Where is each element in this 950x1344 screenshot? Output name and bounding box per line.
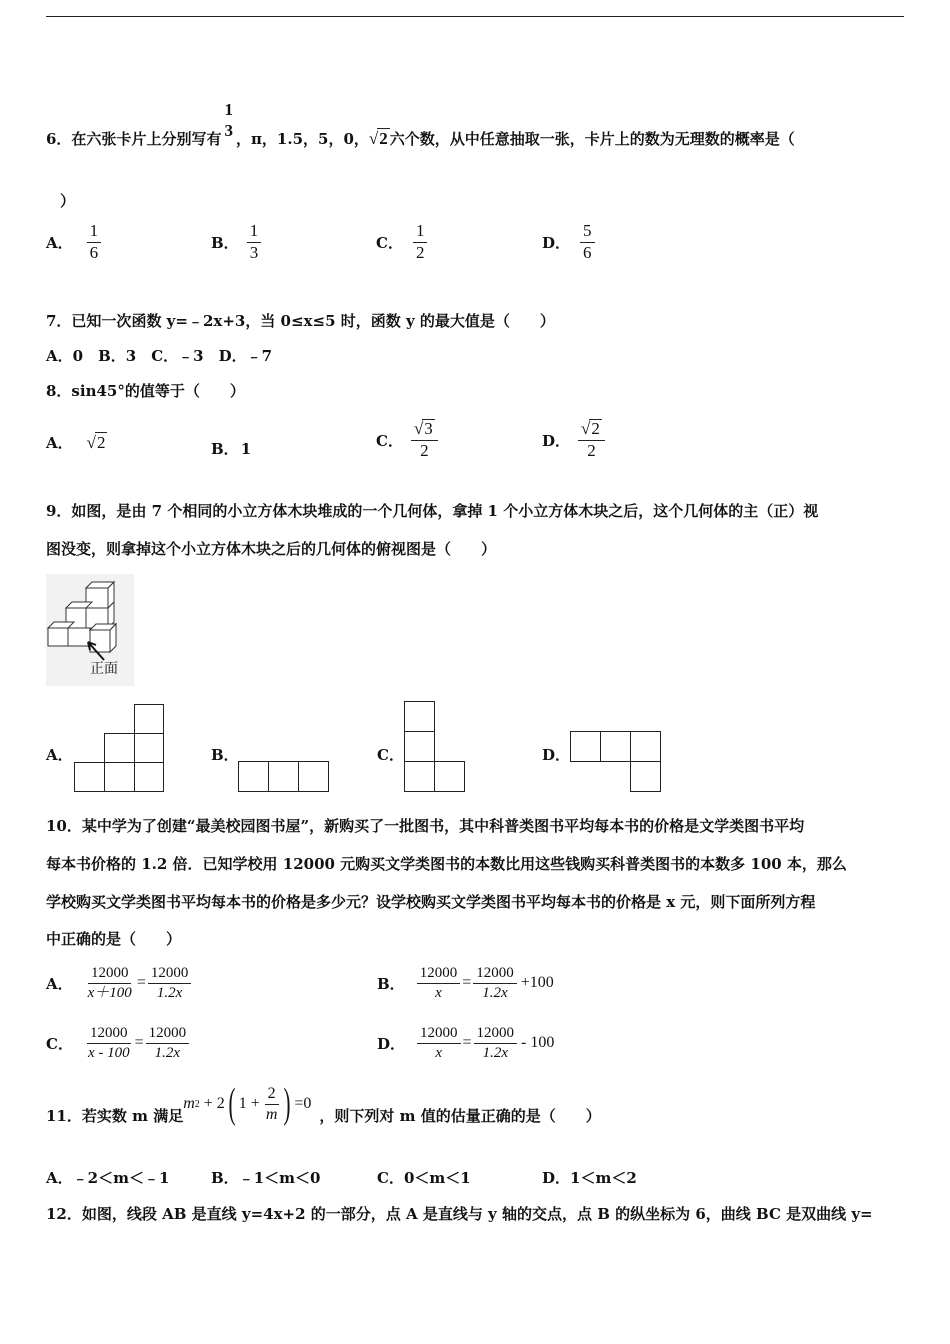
grid-cell [134,762,164,792]
q9-cube-figure [46,574,134,686]
q10-option-a: A． $\frac{12000}{x+100}$ = $\frac{12000}{1.2x}$ [46,958,191,1008]
grid-cell [104,733,135,763]
grid-cell [268,761,299,792]
q8-option-d: D． $\frac{√2}{2}$ [542,412,605,468]
q10-d-frac2: $\frac{12000}{1.2x}$ [474,1025,518,1061]
q6-fraction [221,101,236,140]
q10-c-frac1: $\frac{12000}{x - 100}$ [87,1025,130,1061]
q6-frac-num: 1 [224,100,233,120]
q9-option-c-grid [404,701,468,793]
grid-cell [630,761,661,792]
q9-option-c-label: C． [377,746,404,764]
question-12: 12．如图，线段 AB 是直线 y=4x+2 的一部分，点 A 是直线与 y 轴的交点，点 B 的纵坐标为 6，曲线 BC 是双曲线 y= [46,1205,873,1223]
question-10-line2: 每本书价格的 1.2 倍．已知学校用 12000 元购买文学类图书的本数比用这些钱购买科普类图书的本数多 100 本，那么 [46,855,847,873]
q6-options [46,222,906,272]
q11-option-c: C．0＜m＜1 [377,1169,471,1187]
q6-frac-den: 3 [224,121,233,140]
q6-option-c: C． $\frac{1}{2}$ [376,222,427,262]
q10-d-frac1: $\frac{12000}{x}$ [417,1025,461,1061]
question-10-line4: 中正确的是（ ） [46,930,182,948]
q8-option-c: C． $\frac{√3}{2}$ [376,412,438,468]
q9-figure-label: 正面 [90,661,118,677]
grid-cell [134,733,164,763]
q10-c-frac2: $\frac{12000}{1.2x}$ [146,1025,190,1061]
q9-option-a-label: A． [46,746,73,764]
grid-cell [238,761,269,792]
question-8: 8．sin45°的值等于（ ） [46,382,245,400]
question-9-line1: 9．如图，是由 7 个相同的小立方体木块堆成的一个几何体，拿掉 1 个小立方体木块之后，这个几何体的主（正）视 [46,502,819,520]
q8-option-b: B． 1 [211,439,252,458]
q6-text-before: 6．在六张卡片上分别写有 [46,129,222,148]
q8-option-d-frac: $\frac{√2}{2}$ [578,419,605,460]
q11-option-d: D．1＜m＜2 [542,1169,637,1187]
grid-cell [434,761,465,792]
q10-option-b: B． $\frac{12000}{x}$ = $\frac{12000}{1.2x}$ +100 [377,965,554,1001]
q10-a-frac2: $\frac{12000}{1.2x}$ [148,965,192,1001]
question-9-line2: 图没变，则拿掉这个小立方体木块之后的几何体的俯视图是（ ） [46,540,497,558]
q11-text-before: 11．若实数 m 满足 [46,1106,184,1125]
q6-option-c-frac: $\frac{1}{2}$ [413,222,428,262]
grid-cell [404,701,435,732]
q6-text-after: 六个数，从中任意抽取一张，卡片上的数为无理数的概率是（ [389,129,795,148]
q10-option-d: D． $\frac{12000}{x}$ = $\frac{12000}{1.2x}$ - 100 [377,1025,555,1061]
q10-a-frac1: $\frac{12000}{x+100}$ [87,965,132,1001]
q9-option-b-grid [238,761,330,793]
q8-option-a: A． √2 [46,433,106,452]
q6-text-mid: ，π，1.5，5，0， [235,129,369,148]
grid-cell [134,704,164,734]
question-10-line1: 10．某中学为了创建“最美校园图书屋”，新购买了一批图书，其中科普类图书平均每本书的价格是文学类图书平均 [46,817,805,835]
question-6 [46,100,795,176]
question-10-line3: 学校购买文学类图书平均每本书的价格是多少元？设学校购买文学类图书平均每本书的价格是 x 元，则下面所列方程 [46,893,816,911]
q6-option-d-frac: $\frac{5}{6}$ [580,222,595,262]
grid-cell [404,761,435,792]
q6-option-a: A． $\frac{1}{6}$ [46,222,101,262]
grid-cell [600,731,631,762]
grid-cell [570,731,601,762]
q10-b-frac1: $\frac{12000}{x}$ [417,965,461,1001]
q9-option-a-grid [74,704,166,794]
q6-close-paren: ） [60,192,76,210]
q11-equation: m 2 + 2 ( 1 + $\frac{2}{m}$ ) =0 [183,1081,312,1127]
q11-text-after: ，则下列对 m 值的估量正确的是（ ） [319,1106,601,1125]
question-7: 7．已知一次函数 y=﹣2x+3，当 0≤x≤5 时，函数 y 的最大值是（ ） [46,312,555,330]
q9-option-d-grid [570,731,663,793]
grid-cell [104,762,135,792]
q8-options [46,412,906,468]
q6-option-b-frac: $\frac{1}{3}$ [247,222,262,262]
grid-cell [74,762,105,792]
grid-cell [404,731,435,762]
q9-option-b-label: B． [211,746,239,764]
question-11 [46,1080,601,1150]
q9-option-d-label: D． [542,746,571,764]
q11-option-b: B．﹣1＜m＜0 [211,1169,321,1187]
q6-sqrt: √2 [368,128,388,148]
q10-b-frac2: $\frac{12000}{1.2x}$ [473,965,517,1001]
q7-options: A．0 B．3 C．﹣3 D．﹣7 [46,347,273,365]
q6-option-d: D． $\frac{5}{6}$ [542,222,595,262]
grid-cell [630,731,661,762]
grid-cell [298,761,329,792]
q11-option-a: A．﹣2＜m＜﹣1 [46,1169,170,1187]
header-rule [46,16,904,17]
q8-option-a-sqrt: √2 [86,433,106,452]
q8-option-c-frac: $\frac{√3}{2}$ [411,419,438,460]
q6-option-a-frac: $\frac{1}{6}$ [87,222,102,262]
q10-option-c: C． $\frac{12000}{x - 100}$ = $\frac{12000}{1.2x}$ [46,1018,189,1068]
q6-option-b: B． $\frac{1}{3}$ [211,222,261,262]
